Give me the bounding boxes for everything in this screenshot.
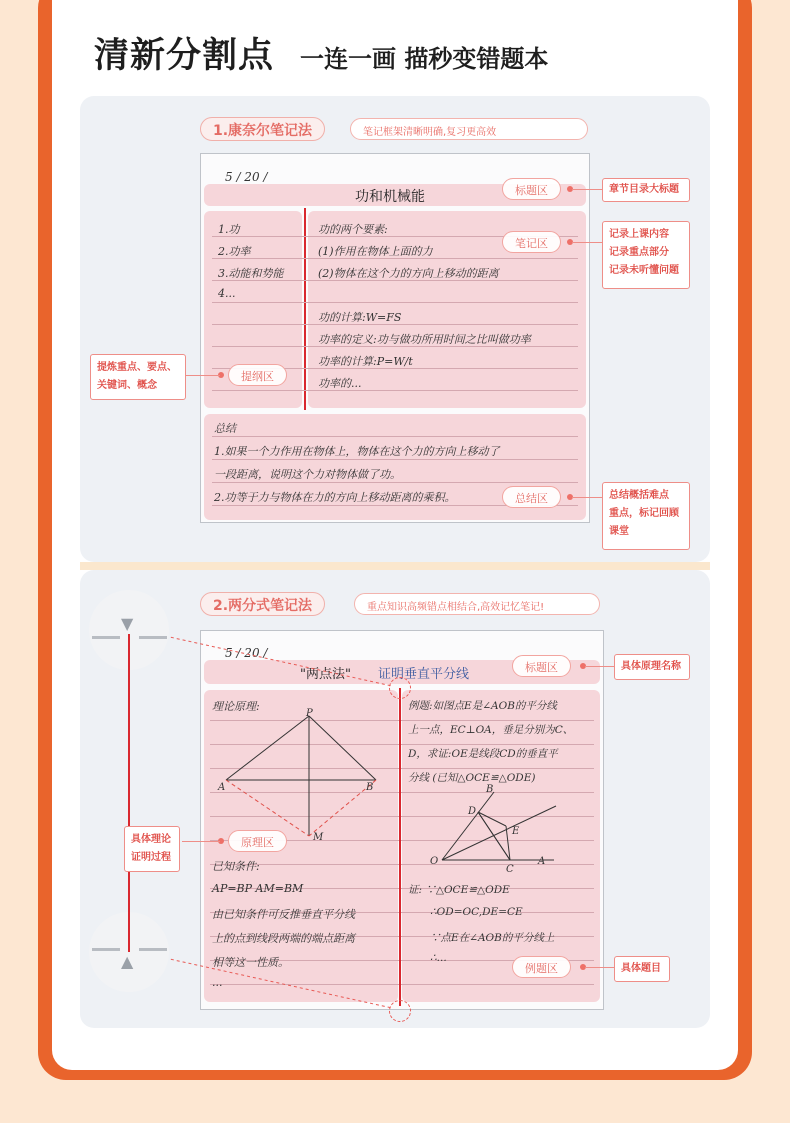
zone-title-2: 标题区 bbox=[512, 655, 571, 677]
zone-summary: 总结区 bbox=[502, 486, 561, 508]
example-line: D，求证:OE是线段CD的垂直平 bbox=[408, 748, 558, 760]
example-line: ∴OD=OC,DE=CE bbox=[430, 906, 523, 918]
note-line: (1)作用在物体上面的力 bbox=[318, 245, 433, 258]
guide-red-line bbox=[128, 634, 130, 952]
annotation-line: 记录重点部分 bbox=[609, 247, 669, 258]
annotation-line: 课堂 bbox=[609, 526, 629, 537]
connector-line bbox=[585, 666, 615, 667]
figure-label-b2: B bbox=[486, 784, 494, 795]
guide-dash bbox=[139, 948, 167, 951]
guide-dash bbox=[139, 636, 167, 639]
note-line: (2)物体在这个力的方向上移动的距离 bbox=[318, 267, 499, 280]
theory-line: 相等这一性质。 bbox=[212, 956, 289, 969]
annotation-title: 章节目录大标题 bbox=[602, 178, 690, 202]
cue-item: 4... bbox=[218, 287, 236, 300]
summary-line: 1.如果一个力作用在物体上，物体在这个力的方向上移动了 bbox=[214, 445, 500, 458]
note-line: 功率的... bbox=[318, 377, 362, 390]
headline-sub: 一连一画 描秒变错题本 bbox=[300, 45, 549, 73]
annotation-line: 具体理论 bbox=[131, 834, 171, 845]
guide-dash bbox=[92, 636, 120, 639]
headline-main: 清新分割点 bbox=[94, 36, 275, 76]
theory-line: 上的点到线段两端的端点距离 bbox=[212, 932, 355, 945]
cornell-title: 1.康奈尔笔记法 bbox=[200, 117, 325, 141]
figure-label-p: P bbox=[306, 708, 313, 719]
theory-line: ... bbox=[212, 976, 223, 989]
annotation-example: 具体题目 bbox=[614, 956, 670, 982]
zone-title: 标题区 bbox=[502, 178, 561, 200]
connector-line bbox=[182, 841, 220, 842]
summary-line: 一段距离，说明这个力对物体做了功。 bbox=[214, 468, 401, 481]
annotation-line: 记录上课内容 bbox=[609, 229, 669, 240]
figure-label-a2: A bbox=[538, 856, 546, 867]
theory-line: 由已知条件可反推垂直平分线 bbox=[212, 908, 355, 921]
cue-item: 3.动能和势能 bbox=[218, 267, 284, 280]
example-line: 例题:如图点E是∠AOB的平分线 bbox=[408, 700, 557, 712]
annotation-line: 关键词、概念 bbox=[97, 380, 157, 391]
example-line: 上一点，EC⊥OA，垂足分别为C、 bbox=[408, 724, 574, 736]
example-line: 证: ∵△OCE≌△ODE bbox=[408, 884, 510, 896]
annotation-principle: 具体原理名称 bbox=[614, 654, 690, 680]
triangle-up-icon: ▲ bbox=[121, 952, 134, 971]
figure-label-e: E bbox=[512, 826, 520, 837]
zone-cue: 提纲区 bbox=[228, 364, 287, 386]
cue-item: 1.功 bbox=[218, 223, 240, 236]
triangle-down-icon: ▼ bbox=[121, 614, 134, 633]
figure-label-o: O bbox=[430, 856, 439, 867]
note-line: 功的计算:W=FS bbox=[318, 311, 402, 324]
cue-item: 2.功率 bbox=[218, 245, 251, 258]
two-column-page-title-b: 证明垂直平分线 bbox=[378, 667, 470, 682]
two-column-page-title-a: "两点法" bbox=[300, 667, 351, 682]
zone-theory: 原理区 bbox=[228, 830, 287, 852]
figure-label-d: D bbox=[468, 806, 477, 817]
two-column-date: 5 / 20 / bbox=[225, 646, 268, 660]
note-line: 功率的定义:功与做功所用时间之比叫做功率 bbox=[318, 333, 531, 346]
example-line: 分线 (已知△OCE≌△ODE) bbox=[408, 772, 536, 784]
theory-line: 已知条件: bbox=[212, 860, 260, 873]
annotation-line: 重点，标记回顾 bbox=[609, 508, 679, 519]
connector-line bbox=[585, 967, 615, 968]
example-line: ∴... bbox=[430, 952, 447, 964]
theory-line: 理论原理: bbox=[212, 700, 260, 713]
summary-line: 总结 bbox=[214, 422, 236, 435]
annotation-line: 证明过程 bbox=[131, 852, 171, 863]
two-column-title: 2.两分式笔记法 bbox=[200, 592, 325, 616]
annotation-line: 记录未听懂问题 bbox=[609, 265, 679, 276]
note-line: 功的两个要素: bbox=[318, 223, 388, 236]
theory-line: AP=BP AM=BM bbox=[212, 882, 304, 895]
zone-notes: 笔记区 bbox=[502, 231, 561, 253]
two-column-tagline: 重点知识高频错点相结合,高效记忆笔记! bbox=[354, 593, 600, 615]
annotation-line: 总结概括难点 bbox=[609, 490, 669, 501]
annotation-line: 提炼重点、要点、 bbox=[97, 362, 177, 373]
cornell-tagline: 笔记框架清晰明确,复习更高效 bbox=[350, 118, 588, 140]
cornell-page-title: 功和机械能 bbox=[355, 189, 425, 205]
note-line: 功率的计算:P=W/t bbox=[318, 355, 413, 368]
annotation-theory bbox=[124, 826, 180, 872]
example-line: ∵点E在∠AOB的平分线上 bbox=[430, 932, 555, 944]
cornell-date: 5 / 20 / bbox=[225, 170, 268, 184]
figure-label-b: B bbox=[366, 782, 374, 793]
figure-label-m: M bbox=[313, 832, 324, 843]
guide-dash bbox=[92, 948, 120, 951]
zone-example: 例题区 bbox=[512, 956, 571, 978]
figure-label-a: A bbox=[218, 782, 226, 793]
figure-label-c: C bbox=[506, 864, 514, 875]
summary-line: 2.功等于力与物体在力的方向上移动距离的乘积。 bbox=[214, 491, 456, 504]
